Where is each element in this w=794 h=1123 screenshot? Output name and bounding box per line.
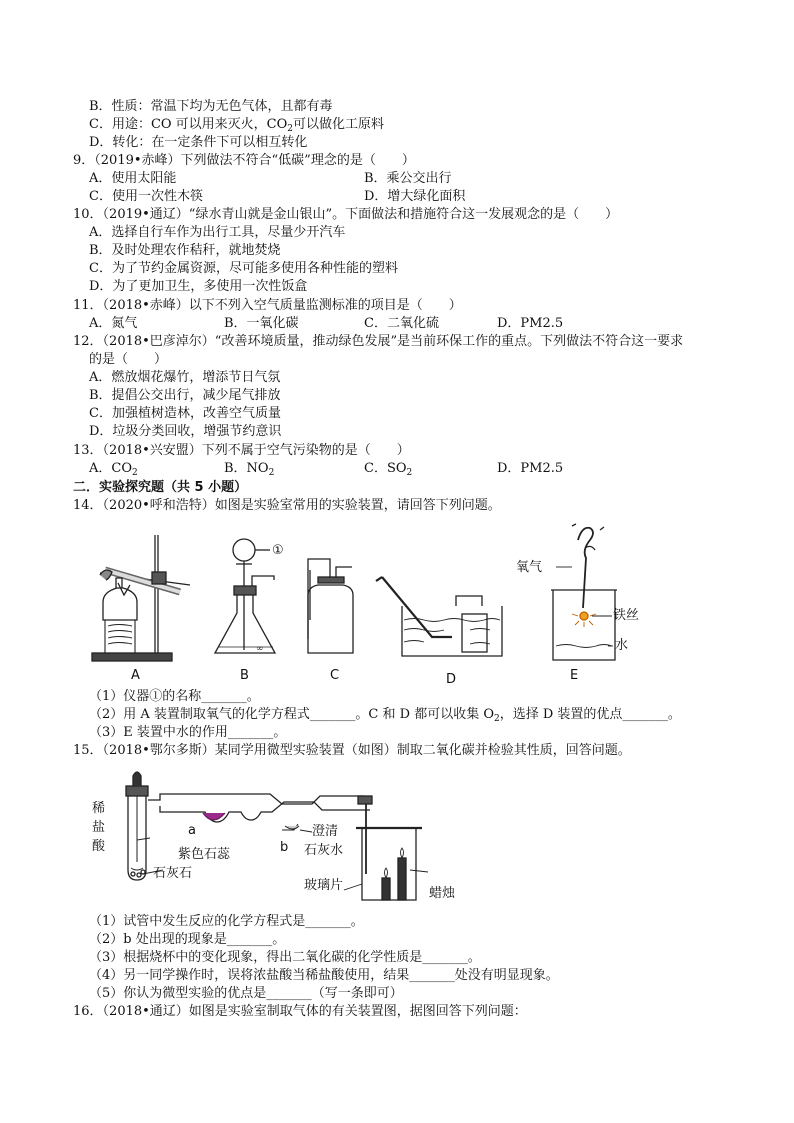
- q13-stem: 13．（2018•兴安盟）下列不属于空气污染物的是（ ）: [73, 443, 410, 458]
- fig15-label-limewater-2: 石灰水: [304, 843, 344, 858]
- q14-stem: 14．（2020•呼和浩特）如图是实验室常用的实验装置，请回答下列问题。: [73, 498, 501, 513]
- q13-option-b: B．$NO_2$: [224, 461, 275, 478]
- q15-part-1: （1）试管中发生反应的化学方程式是_______。: [89, 914, 364, 929]
- fig14-label-a: A: [131, 668, 140, 683]
- apparatus-c: [308, 559, 353, 653]
- q16-stem: 16．（2018•通辽）如图是实验室制取气体的有关装置图，据图回答下列问题：: [73, 1004, 527, 1019]
- fig15-label-acid-2: 盐: [92, 820, 106, 835]
- fig15-label-candle: 蜡烛: [429, 886, 456, 901]
- q8-option-b: B．性质：常温下均为无色气体，且都有毒: [89, 99, 333, 114]
- q11-option-c: C．二氧化硫: [364, 316, 439, 331]
- q9-option-a: A．使用太阳能: [89, 171, 177, 186]
- fig14-label-b: B: [240, 668, 249, 683]
- fig15-label-litmus: 紫色石蕊: [178, 847, 231, 862]
- fig14-label-water: 水: [615, 638, 629, 653]
- q15-part-2: （2）b 处出现的现象是_______。: [89, 932, 286, 947]
- q10-option-c: C．为了节约金属资源，尽可能多使用各种性能的塑料: [89, 261, 398, 276]
- q15-part-4: （4）另一同学操作时，误将浓盐酸当稀盐酸使用，结果_______处没有明显现象。: [89, 968, 559, 983]
- q12-stem-line1: 12．（2018•巴彦淖尔）“改善环境质量，推动绿色发展”是当前环保工作的重点。下列做法不符合这一要求: [73, 334, 684, 349]
- q11-stem: 11．（2018•赤峰）以下不列入空气质量监测标准的项目是（ ）: [73, 298, 462, 313]
- apparatus-e: [551, 524, 617, 660]
- q10-option-b: B．及时处理农作秸秆，就地焚烧: [89, 243, 281, 258]
- q15-part-3: （3）根据烧杯中的变化现象，得出二氧化碳的化学性质是_______。: [89, 950, 481, 965]
- q15-part-5: （5）你认为微型实验的优点是_______（写一条即可）: [89, 986, 403, 1001]
- q12-option-b: B．提倡公交出行，减少尾气排放: [89, 388, 281, 403]
- fig15-label-a: a: [188, 823, 196, 838]
- fig15-label-glass: 玻璃片: [304, 878, 344, 893]
- apparatus-b: [215, 539, 275, 654]
- fig15-label-acid-3: 酸: [92, 839, 106, 854]
- fig14-label-e: E: [570, 668, 579, 683]
- fig14-label-oxygen: 氧气: [516, 560, 543, 575]
- q10-stem: 10．（2019•通辽）“绿水青山就是金山银山”。下面做法和措施符合这一发展观念的是（ ）: [73, 207, 619, 222]
- q13-option-a: A．$CO_2$: [89, 461, 138, 478]
- q9-option-d: D．增大绿化面积: [364, 189, 466, 204]
- apparatus-a: [92, 535, 190, 661]
- q14-part-1: （1）仪器①的名称_______。: [89, 689, 260, 704]
- fig14-marker-1: ①: [272, 543, 284, 558]
- fig14-label-c: C: [330, 668, 340, 683]
- q15-apparatus-figure: [0, 760, 794, 910]
- svg-text:∞: ∞: [256, 644, 264, 654]
- q8-option-d: D．转化：在一定条件下可以相互转化: [89, 135, 308, 150]
- q14-part-3: （3）E 装置中水的作用_______。: [89, 725, 287, 740]
- q8-option-c: C．用途：CO 可以用来灭火，$CO_2$可以做化工原料: [89, 117, 385, 134]
- q9-stem: 9．（2019•赤峰）下列做法不符合“低碳”理念的是（ ）: [73, 153, 415, 168]
- q13-option-d: D．PM2.5: [497, 461, 564, 476]
- q13-option-c: C．$SO_2$: [364, 461, 413, 478]
- q9-option-b: B．乘公交出行: [364, 171, 452, 186]
- fig15-label-b: b: [280, 840, 289, 855]
- section-heading: 二．实验探究题（共 5 小题）: [73, 480, 248, 495]
- q12-option-a: A．燃放烟花爆竹，增添节日气氛: [89, 370, 281, 385]
- q10-option-a: A．选择自行车作为出行工具，尽量少开汽车: [89, 225, 346, 240]
- q12-option-d: D．垃圾分类回收，增强节约意识: [89, 424, 282, 439]
- fig14-label-iron-wire: 铁丝: [613, 608, 640, 623]
- q14-part-2: （2）用 A 装置制取氧气的化学方程式_______。C 和 D 都可以收集 $O_2$，选择 D 装置的优点_______。: [89, 707, 681, 724]
- q11-option-d: D．PM2.5: [497, 316, 564, 331]
- q11-option-b: B．一氧化碳: [224, 316, 299, 331]
- q12-option-c: C．加强植树造林，改善空气质量: [89, 406, 281, 421]
- fig15-label-acid-1: 稀: [92, 801, 106, 816]
- fig14-label-d: D: [446, 672, 457, 687]
- q15-stem: 15．（2018•鄂尔多斯）某同学用微型实验装置（如图）制取二氧化碳并检验其性质，回答问题。: [73, 743, 631, 758]
- q10-option-d: D．为了更加卫生，多使用一次性饭盒: [89, 279, 308, 294]
- apparatus-d: [376, 577, 502, 656]
- q9-option-c: C．使用一次性木筷: [89, 189, 203, 204]
- fig15-label-limestone: 石灰石: [153, 866, 193, 881]
- q14-apparatus-figure: [0, 520, 794, 690]
- q11-option-a: A．氮气: [89, 316, 138, 331]
- q12-stem-line2: 的是（ ）: [89, 352, 168, 367]
- fig15-label-limewater-1: 澄清: [312, 824, 339, 839]
